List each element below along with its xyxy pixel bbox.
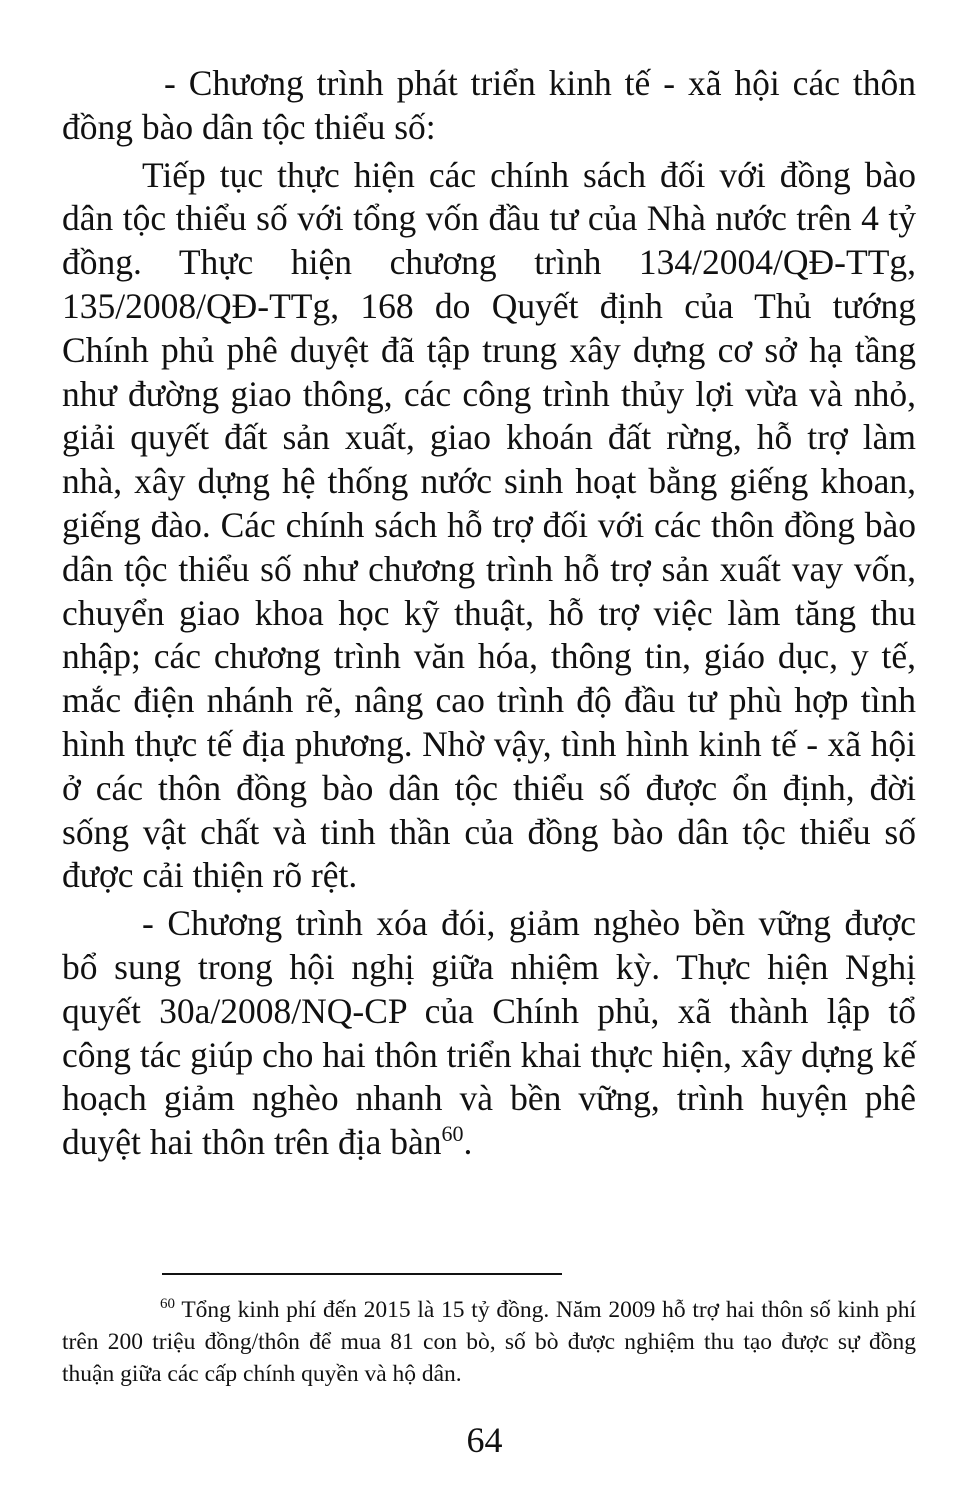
footnote-separator [162, 1273, 562, 1275]
footnote-reference[interactable]: 60 [441, 1121, 464, 1147]
paragraph-program-heading [62, 62, 916, 150]
paragraph-text: - Chương trình xóa đói, giảm nghèo bền vững được bổ sung trong hội nghị giữa nhiệm kỳ. Thực hiện Nghị quyết 30a/2008/NQ-CP của Chính phủ, xã thành lập tổ công tác giúp cho hai thôn triển khai thực hiện, xây dựng kế hoạch giảm nghèo nhanh và bền vững, trình huyện phê duyệt hai thôn trên địa bàn [62, 903, 916, 1163]
page-body [62, 62, 916, 1165]
paragraph-text: - Chương trình phát triển kinh tế - xã hội các thôn đồng bào dân tộc thiểu số: [62, 63, 916, 147]
footnote-marker: 60 [160, 1296, 175, 1313]
paragraph-trailing-punctuation: . [463, 1122, 473, 1163]
paragraph-poverty-reduction [62, 902, 916, 1165]
paragraph-text: Tiếp tục thực hiện các chính sách đối với đồng bào dân tộc thiểu số với tổng vốn đầu tư của Nhà nước trên 4 tỷ đồng. Thực hiện chương trình 134/2004/QĐ-TTg, 135/2008/QĐ-TTg, 168 do Quyết định của Thủ tướng Chính phủ phê duyệt đã tập trung xây dựng cơ sở hạ tầng như đường giao thông, các công trình thủy lợi vừa và nhỏ, giải quyết đất sản xuất, giao khoán đất rừng, hỗ trợ làm nhà, xây dựng hệ thống nước sinh hoạt bằng giếng khoan, giếng đào. Các chính sách hỗ trợ đối với các thôn đồng bào dân tộc thiểu số như chương trình hỗ trợ sản xuất vay vốn, chuyển giao khoa học kỹ thuật, hỗ trợ việc làm tăng thu nhập; các chương trình văn hóa, thông tin, giáo dục, y tế, mắc điện nhánh rẽ, nâng cao trình độ đầu tư phù hợp tình hình thực tế địa phương. Nhờ vậy, tình hình kinh tế - xã hội ở các thôn đồng bào dân tộc thiểu số được ổn định, đời sống vật chất và tinh thần của đồng bào dân tộc thiểu số được cải thiện rõ rệt. [62, 154, 916, 896]
footnote-text: Tổng kinh phí đến 2015 là 15 tỷ đồng. Năm 2009 hỗ trợ hai thôn số kinh phí trên 200 triệu đồng/thôn để mua 81 con bò, số bò được nghiệm thu tạo được sự đồng thuận giữa các cấp chính quyền và hộ dân. [62, 1297, 916, 1387]
paragraph-minority-policies [62, 154, 916, 899]
footnote [62, 1294, 916, 1390]
page-number: 64 [466, 1420, 503, 1460]
